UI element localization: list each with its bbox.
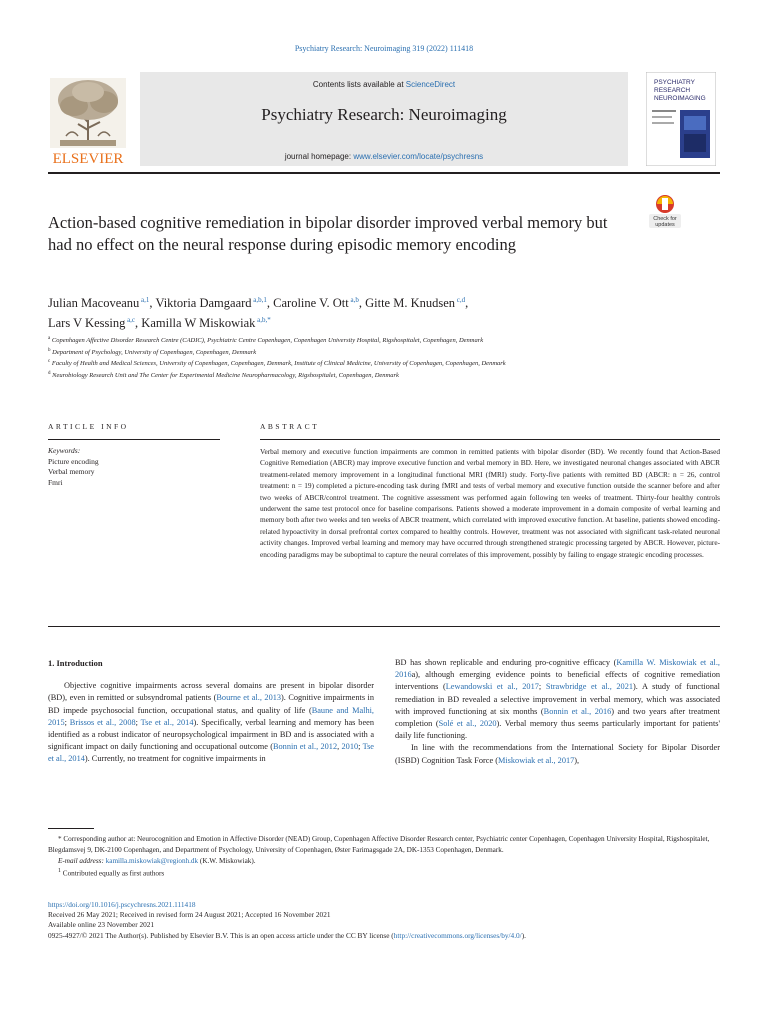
doi-link[interactable]: https://doi.org/10.1016/j.pscychresns.2021.111418 [48,900,196,909]
author-name[interactable]: Gitte M. Knudsen [365,296,456,311]
article-title: Action-based cognitive remediation in bipolar disorder improved verbal memory but had no effect on the neural response during episodic memory encoding [48,213,608,254]
journal-cover-image[interactable] [646,72,716,166]
footnote-rule [48,828,94,829]
author-affiliation-marker[interactable]: a,b,* [255,316,271,325]
body-column-left [48,657,374,766]
citation-link[interactable]: Baune and Malhi, 2015 [48,705,375,727]
available-online-date: Available online 23 November 2021 [48,920,155,930]
author-name[interactable]: Caroline V. Ott [273,296,349,311]
email-note [48,856,720,867]
email-label: E-mail address: [58,856,104,865]
journal-homepage-link[interactable]: www.elsevier.com/locate/psychresns [353,152,484,161]
affiliation-item [48,346,720,358]
affiliation-marker: d [48,370,51,376]
author-separator: , [149,296,156,311]
body-paragraph: BD has shown replicable and enduring pro-cognitive efficacy (Kamilla W. Miskowiak et al., 2016a), although emerging evidence points to beneficial effects of cognitive remediation interventions (Lewandowski et al., 2017; Strawbridge et al., 2021). A study of functional remediation in BD revealed a selective improvement in verbal memory, which was associated with improved functioning at six months (Bonnin et al., 2016) and two years after treatment completion (Solé et al., 2020). Verbal memory thus seems particularly important for patients' daily life functioning. [395,658,720,741]
citation-link[interactable]: Tse et al., 2014 [48,742,374,764]
keywords-block [48,446,218,488]
running-header: Psychiatry Research: Neuroimaging 319 (2022) 111418 [294,44,474,53]
affiliation-item [48,357,720,369]
received-dates: Received 26 May 2021; Received in revised form 24 August 2021; Accepted 16 November 2021 [48,910,331,920]
citation-link[interactable]: Bourne et al., 2013 [216,693,282,703]
citation-link[interactable]: 2010 [341,742,359,752]
elsevier-logo[interactable] [48,72,128,168]
email-link[interactable]: kamilla.miskowiak@regionh.dk [105,856,199,865]
author-affiliation-marker[interactable]: a,1 [139,296,150,304]
affiliation-item [48,369,720,381]
citation-link[interactable]: Tse et al., 2014 [140,717,194,727]
svg-text:updates: updates [655,222,675,228]
author-separator: , [135,316,142,331]
equal-contribution-text: Contributed equally as first authors [62,869,165,878]
affiliation-marker: b [48,347,51,353]
elsevier-tree-icon [48,72,128,168]
citation-link[interactable]: Bonnin et al., 2012 [273,742,338,752]
affiliation-marker: a [48,336,51,341]
body-paragraph: Objective cognitive impairments across several domains are present in bipolar disorder (BD), even in remitted or subsyndromal patients (Bourne et al., 2013). Cognitive impairments in BD impede psychosocial function, occupational status, and quality of life (Baune and Malhi, 2015; Brissos et al., 2008; Tse et al., 2014). Specifically, verbal learning and memory has been identified as a robust indicator of neuropsychological impairment in BD and is associated with a significant impact on daily functioning and occupational outcome (Bonnin et al., 2012, 2010; Tse et al., 2014). Currently, no treatment for cognitive impairments in [48,681,375,764]
svg-text:PSYCHIATRY: PSYCHIATRY [654,79,695,86]
author-list [48,292,688,332]
citation-link[interactable]: Miskowiak et al., 2017 [497,755,575,765]
affiliations [48,334,720,381]
body-paragraph: In line with the recommendations from the International Society for Bipolar Disorder (ISBD) Cognition Task Force (Miskowiak et al., 2017), [395,743,720,765]
affiliation-marker: c [48,359,51,365]
keywords-label: Keywords: [48,446,81,455]
affiliation-text: Faculty of Health and Medical Sciences, University of Copenhagen, Copenhagen, Denmark, Institute of Clinical Medicine, University of Copenhagen, Copenhagen, Denmark [50,360,506,368]
copyright-suffix: ). [521,930,526,940]
check-for-updates-badge[interactable] [645,193,685,229]
masthead-rule [48,172,720,174]
abstract-bottom-rule [48,626,720,627]
journal-masthead [140,72,628,166]
author-name[interactable]: Viktoria Damgaard [155,296,252,311]
author-affiliation-marker[interactable]: c,d [455,296,466,304]
corresponding-author-note: * Corresponding author at: Neurocognition and Emotion in Affective Disorder (NEAD) Group, Copenhagen Affective Disorder Research center, Psychiatric center Copenhagen, Copenhagen University Hospital, Rigshospitalet, Blegdamsvej 9, DK-2100 Copenhagen, and Department of Psychology, University of Copenhagen, Øster Farimagsgade 2A, DK-1353 Copenhagen, Denmark. [48,835,710,854]
citation-link[interactable]: Lewandowski et al., 2017 [445,682,539,692]
author-name[interactable]: Kamilla W Miskowiak [141,316,256,331]
author-name[interactable]: Lars V Kessing [48,316,126,331]
copyright-line [48,931,720,941]
author-separator: , [266,296,274,311]
citation-link[interactable]: Solé et al., 2020 [438,719,497,729]
keyword-item: Fmri [48,477,63,487]
equal-contribution-note [48,866,720,879]
article-info-rule [48,439,220,440]
abstract-heading: ABSTRACT [260,422,320,431]
affiliation-text: Department of Psychology, University of Copenhagen, Copenhagen, Denmark [50,348,257,356]
crossmark-icon [645,193,685,229]
contents-prefix: Contents lists available at [312,80,406,89]
homepage-prefix: journal homepage: [284,152,354,161]
citation-link[interactable]: Kamilla W. Miskowiak et al., 2016 [395,658,720,680]
journal-title: Psychiatry Research: Neuroimaging [261,105,507,124]
abstract-rule [260,439,720,440]
email-owner: (K.W. Miskowiak). [199,856,256,865]
svg-text:Check for: Check for [653,216,677,222]
author-affiliation-marker[interactable]: a,b,1 [251,296,267,304]
article-info-heading: ARTICLE INFO [48,422,129,431]
svg-text:RESEARCH: RESEARCH [654,87,691,94]
citation-link[interactable]: Brissos et al., 2008 [69,717,136,727]
author-separator: , [465,296,469,311]
svg-text:NEUROIMAGING: NEUROIMAGING [654,95,706,102]
affiliation-text: Copenhagen Affective Disorder Research Centre (CADIC), Psychiatric Centre Copenhagen, Copenhagen University Hospital, Rigshospitalet, Copenhagen, Denmark [50,337,484,345]
abstract-text: Verbal memory and executive function impairments are common in remitted patients with bipolar disorder (BD). We recently found that Action-Based Cognitive Remediation (ABCR) may improve executive function and verbal memory in BD. Here, we investigated neuronal changes associated with ABCR treatment-related memory improvement in a longitudinal functional MRI (fMRI) study. Forty-five patients with remitted BD (ABCR: n = 26, control treatment: n = 19) completed a picture-encoding task during fMRI and tests of verbal memory and executive function outside the scanner before and after two weeks of ABCR/control treatment. The cognitive assessment was performed again following ten weeks of treatment. Thirty-four healthy controls underwent the same test protocol once for baseline comparisons. Patients showed a moderate improvement in a domain composite of verbal learning and memory both after two weeks and ten weeks of ABCR treatment, which correlated with improved executive function. At baseline, patients showed encoding-related hypoactivity in dorsal prefrontal cortex compared to healthy controls. However, treatment was not associated with significant task-related neuronal activity changes. Improved verbal learning and memory may have occurred through strengthened strategic processing targeted by ABCR. However, picture-encoding paradigms may be suboptimal to capture the neural correlates of this improvement, possibly by failing to engage strategic encoding processes. [260,447,720,559]
keyword-item: Verbal memory [48,467,95,476]
affiliation-text: Neurobiology Research Unit and The Center for Experimental Medicine Neuropharmacology, Rigshospitalet, Copenhagen, Denmark [50,372,399,380]
author-separator: , [358,296,366,311]
section-heading-introduction: 1. Introduction [48,658,103,668]
footnotes [48,834,720,880]
body-column-right [395,657,720,767]
citation-link[interactable]: Bonnin et al., 2016 [543,706,612,716]
svg-text:ELSEVIER: ELSEVIER [52,151,124,167]
copyright-text: 0925-4927/© 2021 The Author(s). Published by Elsevier B.V. This is an open access article under the CC BY license ( [48,930,394,940]
article-metadata [48,900,720,941]
license-link[interactable]: http://creativecommons.org/licenses/by/4.0/ [393,930,522,940]
author-affiliation-marker[interactable]: a,c [125,316,136,325]
keyword-item: Picture encoding [48,456,99,466]
affiliation-item [48,334,720,346]
author-name[interactable]: Julian Macoveanu [48,296,140,311]
contents-line [140,80,628,89]
sciencedirect-link[interactable]: ScienceDirect [405,80,456,89]
author-affiliation-marker[interactable]: a,b [348,296,359,304]
citation-link[interactable]: Strawbridge et al., 2021 [545,682,633,692]
journal-homepage-line [140,152,628,161]
footnote-marker: 1 [58,868,61,875]
